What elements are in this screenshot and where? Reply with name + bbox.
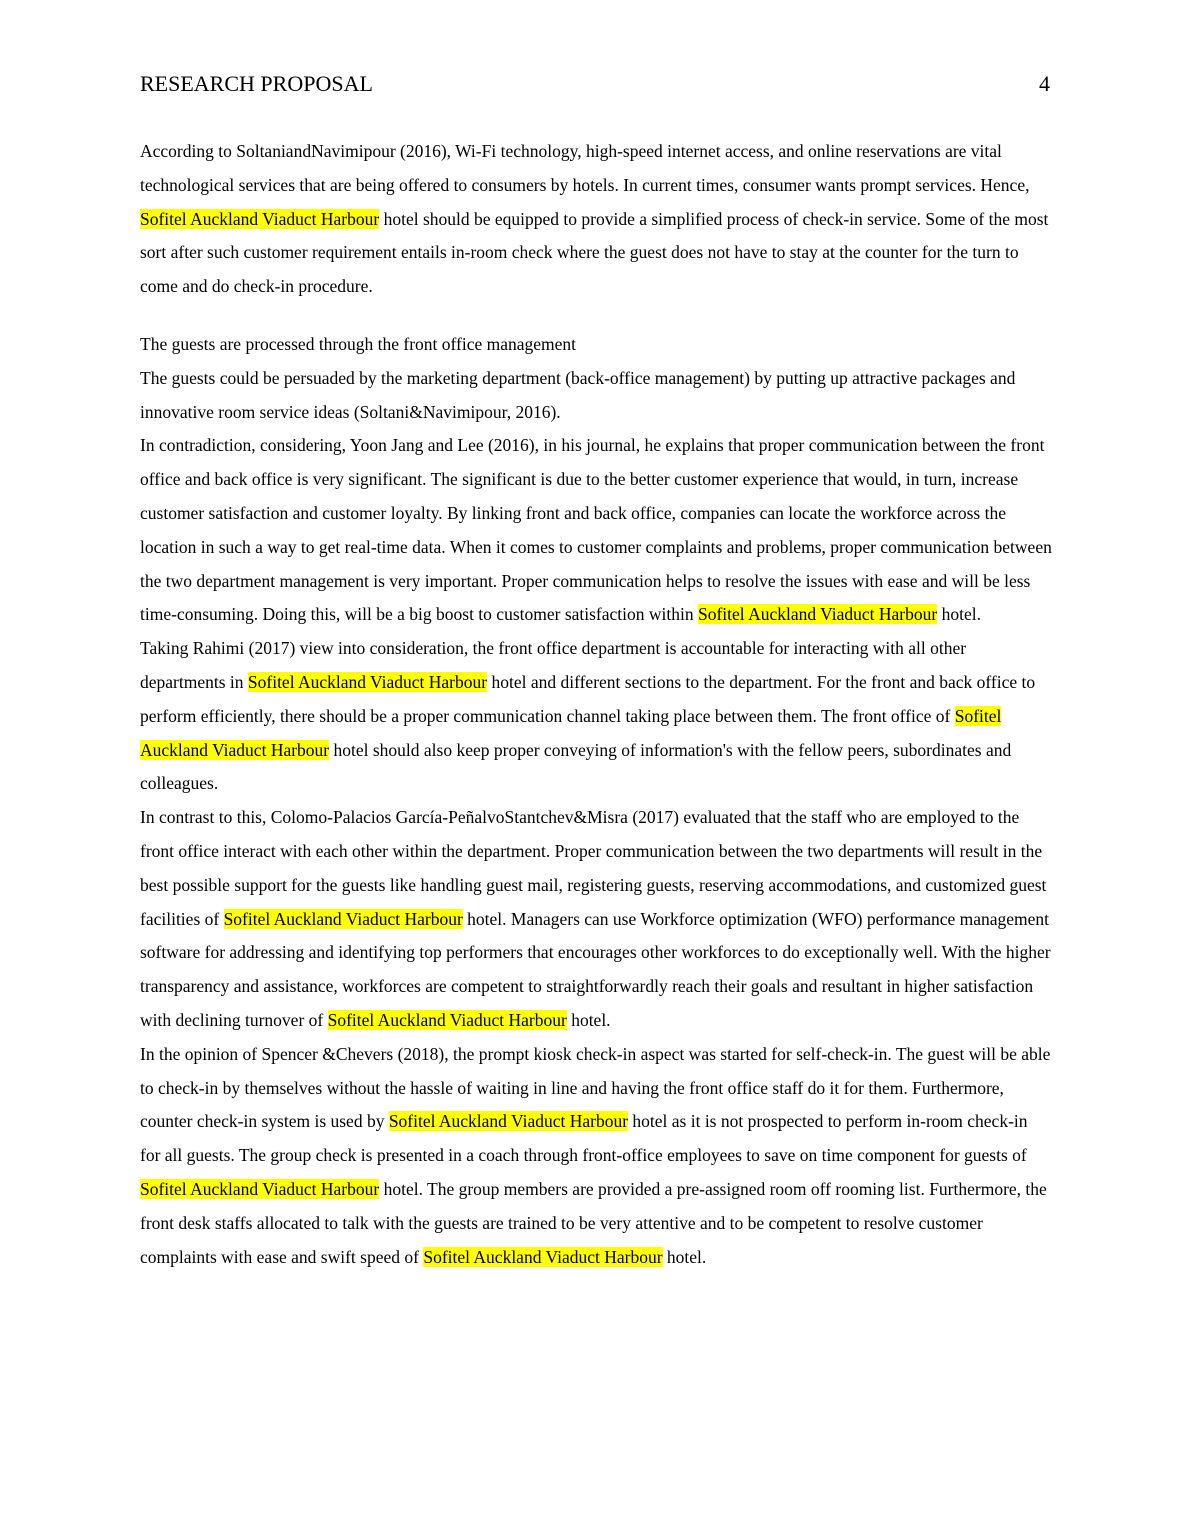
- paragraph-text: hotel. The group members are provided a pre-assigned room off rooming list. Furthermore, the front desk staffs allocated to talk with the guests are trained to be very attentive and to be competent to resolve customer complaints with ease and swift speed of: [140, 1178, 1047, 1267]
- body-paragraph: [140, 135, 1052, 304]
- running-head-title: RESEARCH PROPOSAL: [140, 71, 373, 96]
- paragraph-text: According to SoltaniandNavimipour (2016), Wi-Fi technology, high-speed internet access, and online reservations are vital technological services that are being offered to consumers by hotels. In current times, consumer wants prompt services. Hence,: [140, 141, 1030, 195]
- highlighted-hotel-name: Sofitel Auckland Viaduct Harbour: [327, 1009, 567, 1030]
- paragraph-text: hotel.: [662, 1246, 707, 1267]
- paragraph-text: hotel.: [566, 1009, 611, 1030]
- paragraph-text: Taking Rahimi (2017) view into consideration, the front office department is accountable for interacting with all other departments in: [140, 638, 967, 692]
- page-header: [140, 70, 1050, 100]
- paragraph-text: In contradiction, considering, Yoon Jang and Lee (2016), in his journal, he explains that proper communication between the front office and back office is very significant. The significant is due to the better customer experience that would, in turn, increase customer satisfaction and customer loyalty. By linking front and back office, companies can locate the workforce across the location in such a way to get real-time data. When it comes to customer complaints and problems, proper communication between the two department management is very important. Proper communication helps to resolve the issues with ease and will be less time-consuming. Doing this, will be a big boost to customer satisfaction within: [140, 435, 1052, 625]
- paragraph-text: hotel should be equipped to provide a simplified process of check-in service. Some of the most sort after such customer requirement entails in-room check where the guest does not have to stay at the counter for the turn to come and do check-in procedure.: [140, 208, 1049, 297]
- body-paragraph: [140, 632, 1052, 801]
- paragraph-text: hotel as it is not prospected to perform in-room check-in for all guests. The group check is presented in a coach through front-office employees to save on time component for guests of: [140, 1111, 1028, 1166]
- highlighted-hotel-name: Sofitel Auckland Viaduct Harbour: [423, 1246, 663, 1267]
- body-paragraph: [140, 1038, 1052, 1275]
- body-paragraph: [140, 328, 1052, 362]
- page-number: 4: [1039, 71, 1050, 96]
- paragraph-text: The guests could be persuaded by the marketing department (back-office management) by putting up attractive packages and innovative room service ideas (Soltani&Navimipour, 2016).: [140, 367, 1016, 422]
- highlighted-hotel-name: Sofitel Auckland Viaduct Harbour: [140, 1178, 380, 1199]
- body-paragraph: [140, 429, 1052, 632]
- paragraph-text: In the opinion of Spencer &Chevers (2018), the prompt kiosk check-in aspect was started for self-check-in. The guest will be able to check-in by themselves without the hassle of waiting in line and having the front office staff do it for them. Furthermore, counter check-in system is used by: [140, 1043, 1051, 1132]
- paragraph-spacer: [140, 304, 1052, 328]
- paragraph-text: In contrast to this, Colomo-Palacios García-PeñalvoStantchev&Misra (2017) evaluated that the staff who are employed to the front office interact with each other within the department. Proper communication between the two departments will result in the best possible support for the guests like handling guest mail, registering guests, reserving accommodations, and customized guest facilities of: [140, 807, 1047, 929]
- highlighted-hotel-name: Sofitel Auckland Viaduct Harbour: [388, 1111, 629, 1132]
- paragraph-text: hotel should also keep proper conveying of information's with the fellow peers, subordinates and colleagues.: [140, 739, 1012, 794]
- highlighted-hotel-name: Sofitel Auckland Viaduct Harbour: [140, 705, 1002, 760]
- body-paragraph: [140, 801, 1052, 1038]
- paragraph-text: hotel. Managers can use Workforce optimization (WFO) performance management software for addressing and identifying top performers that encourages other workforces to do exceptionally well. With the higher transparency and assistance, workforces are competent to straightforwardly reach their goals and resultant in higher satisfaction with declining turnover of: [140, 908, 1051, 1030]
- highlighted-hotel-name: Sofitel Auckland Viaduct Harbour: [247, 671, 488, 692]
- highlighted-hotel-name: Sofitel Auckland Viaduct Harbour: [140, 208, 380, 229]
- paragraph-text: The guests are processed through the front office management: [140, 333, 577, 354]
- highlighted-hotel-name: Sofitel Auckland Viaduct Harbour: [223, 908, 463, 929]
- highlighted-hotel-name: Sofitel Auckland Viaduct Harbour: [698, 604, 938, 625]
- body-paragraph: [140, 362, 1052, 430]
- paragraph-text: hotel.: [937, 604, 981, 625]
- paragraph-text: hotel and different sections to the department. For the front and back office to perform efficiently, there should be a proper communication channel taking place between them. The front office of: [140, 671, 1036, 726]
- document-body: [140, 135, 1052, 1274]
